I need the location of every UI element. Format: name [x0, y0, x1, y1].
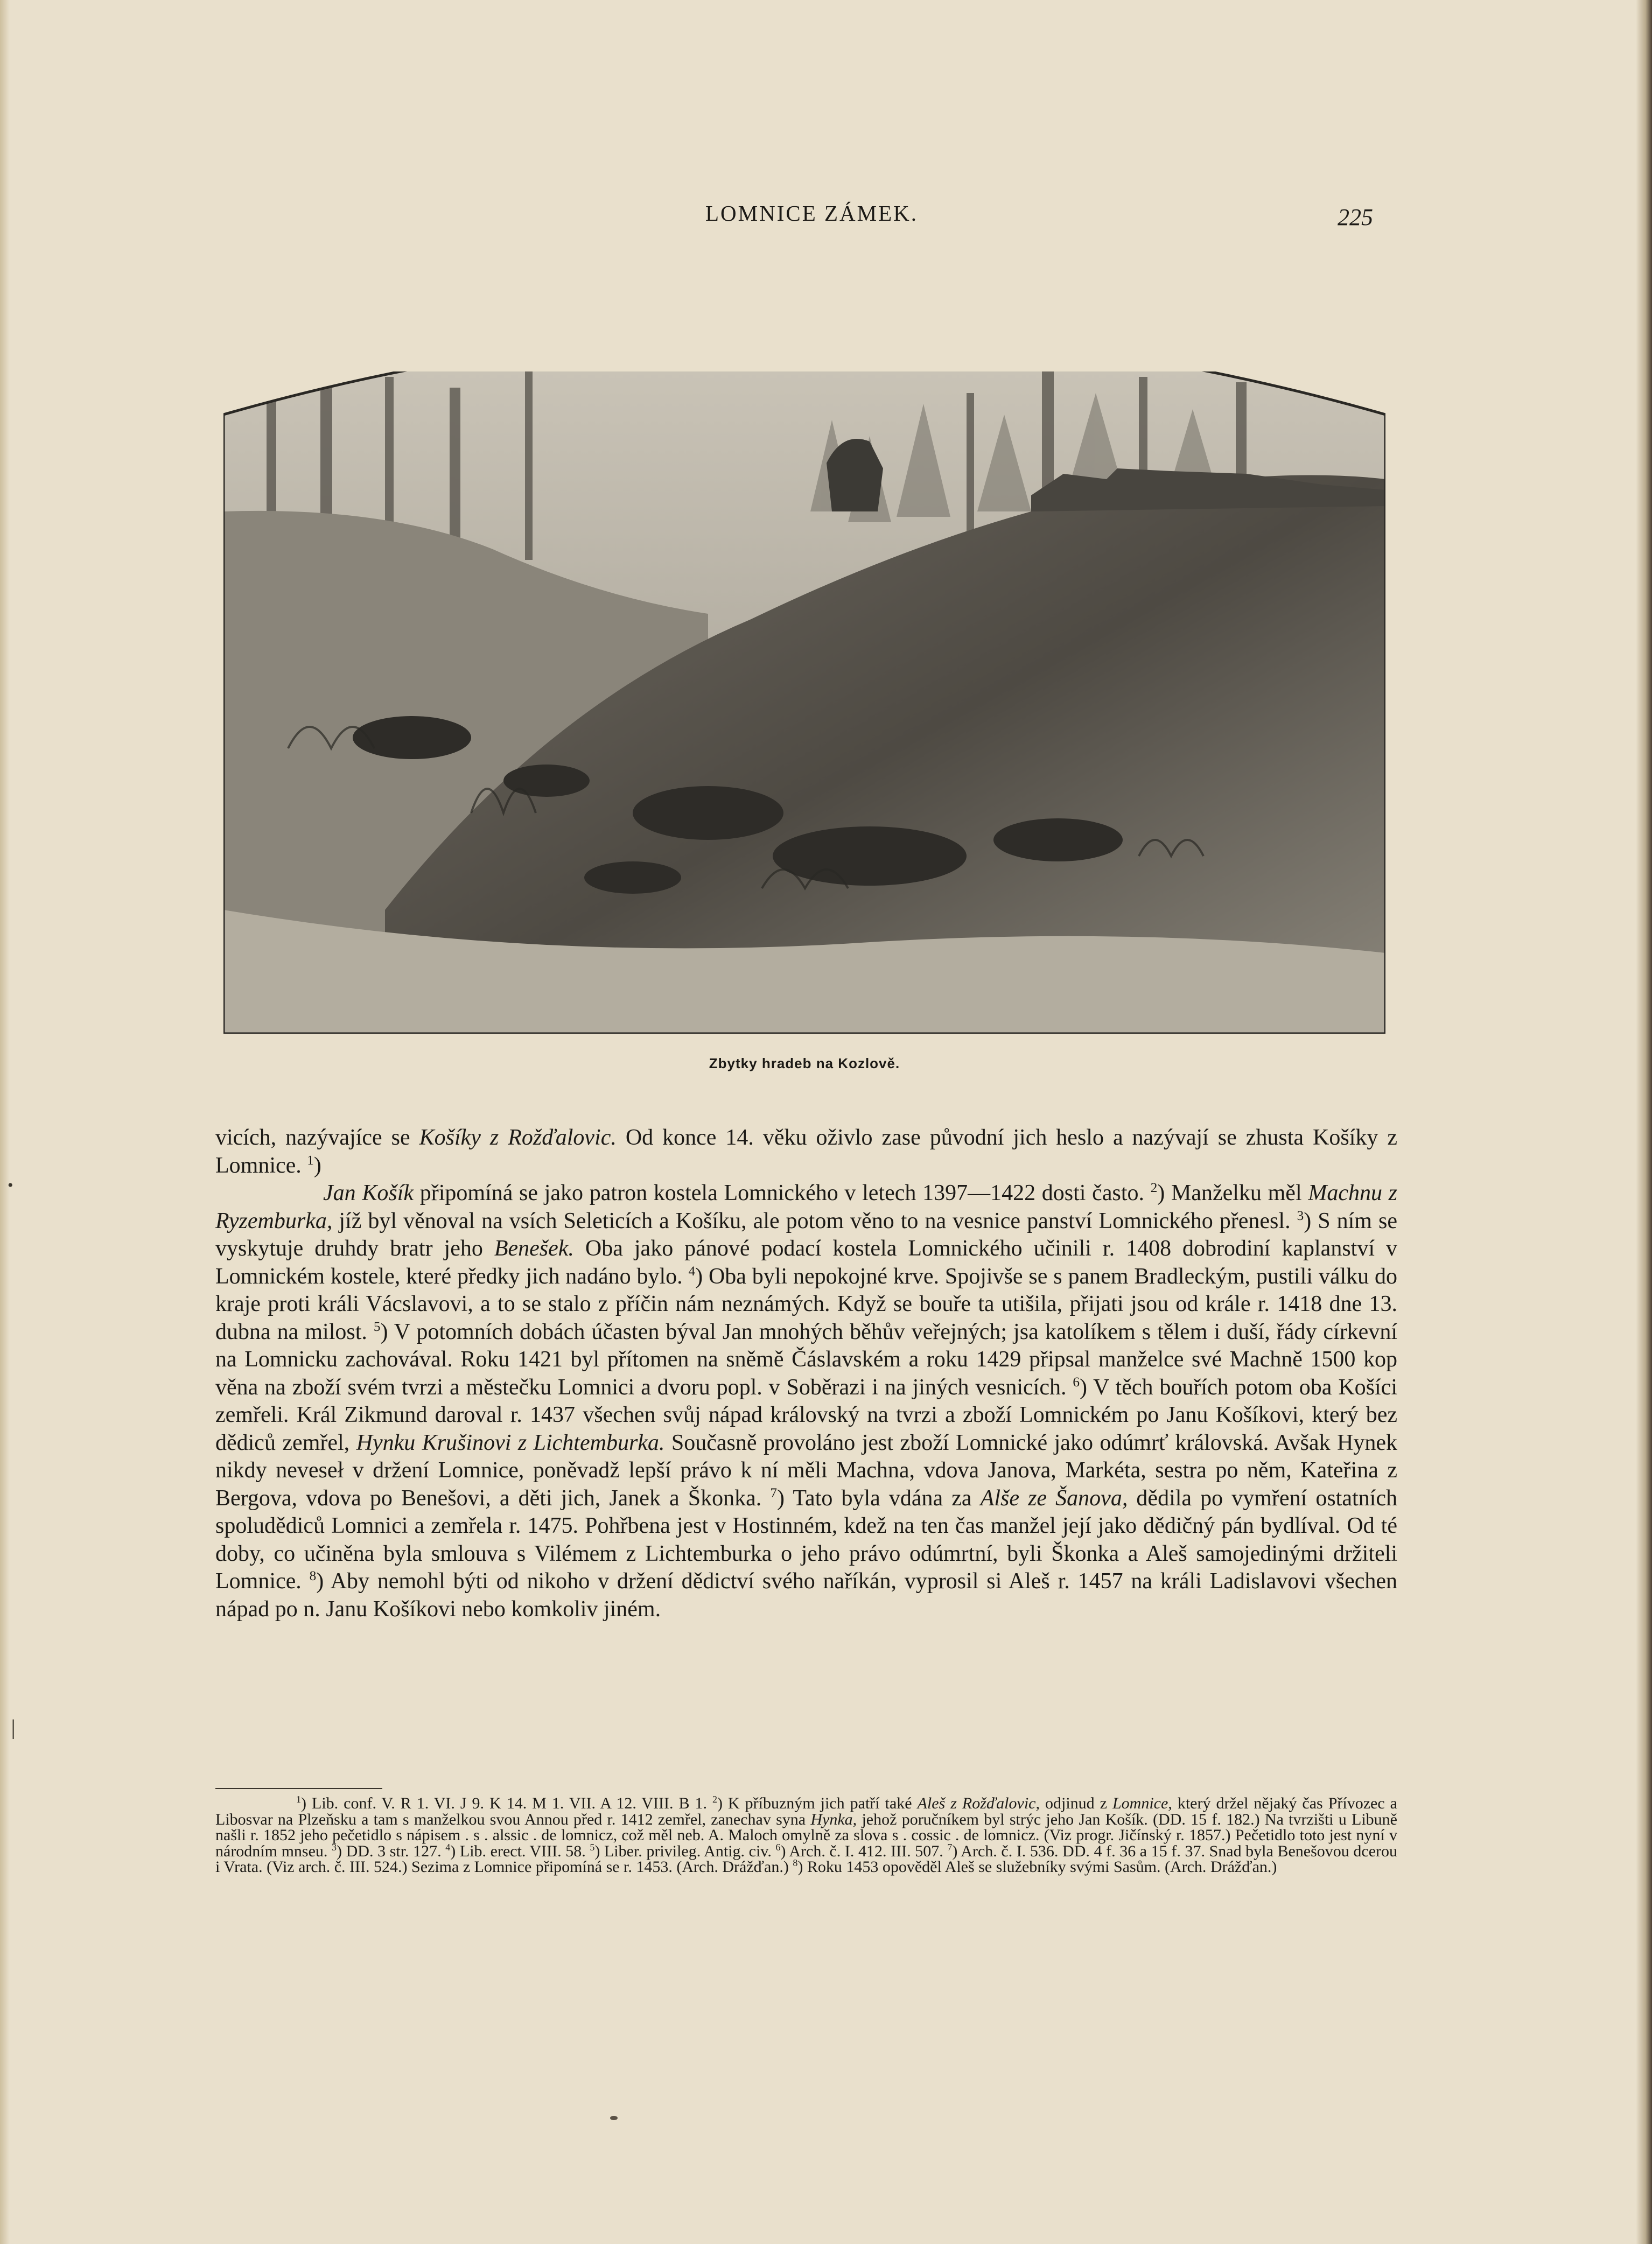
footnote-ref: 4: [688, 1264, 696, 1279]
italic-run: Alše ze Šanova,: [980, 1485, 1128, 1511]
illustration-castle-ruins: [223, 371, 1385, 1034]
footnote-ref: 3: [332, 1841, 337, 1853]
footnote-ref: 2: [712, 1794, 717, 1805]
italic-run: Hynka,: [810, 1810, 857, 1828]
italic-run: Hynku Krušinovi z Lichtemburka.: [356, 1430, 665, 1455]
footnote-ref: 1: [296, 1794, 301, 1805]
italic-run: Aleš z Rožďalovic,: [917, 1794, 1040, 1812]
footnote-text: $^1$) Lib. conf. V. R 1. VI. J 9. K 14. M 1. VII. A 12. VIII. B 1. $^2$) K příbuzným jich patří také Aleš z Rožďalovic, odjinud z Lomnice, který držel nějaký čas Přívozec a Libosvar na Plzeňsku a tam s manželkou svou Annou před r. 1412 zemřel, zanechav syna Hynka, jehož poručníkem byl strýc jeho Jan Košík. (DD. 15 f. 182.) Na tvrzišti u Libuně našli r. 1852 jeho pečetidlo s nápisem . s . alssic . de lomnicz, což měl neb. A. Maloch omylně za slova s . cossic . de lomnicz. (Viz progr. Jičínský r. 1857.) Pečetidlo toto jest nyní v národním mnseu. $^3$) DD. 3 str. 127. $^4$) Lib. erect. VIII. 58. $^5$) Liber. privileg. Antig. civ. $^6$) Arch. č. I. 412. III. 507. $^7$) Arch. č. I. 536. DD. 4 f. 36 a 15 f. 37. Snad byla Benešovou dcerou i Vrata. (Viz arch. č. III. 524.) Sezima z Lomnice připomíná se r. 1453. (Arch. Drážďan.) $^8$) Roku 1453 opověděl Aleš se služebníky svými Sasům. (Arch. Drážďan.): [215, 1794, 1397, 1876]
running-head: LOMNICE ZÁMEK.: [705, 201, 919, 226]
footnote-ref: 8: [309, 1569, 317, 1583]
page-left-edge: [0, 0, 10, 2244]
italic-run: Lomnice,: [1112, 1794, 1172, 1812]
page-number: 225: [1338, 204, 1373, 230]
footnote-ref: 3: [1297, 1208, 1304, 1223]
figure-caption: Zbytky hradeb na Kozlově.: [709, 1055, 900, 1071]
footnote-ref: 5: [373, 1319, 381, 1334]
italic-run: Benešek.: [494, 1236, 574, 1261]
body-text: [215, 1124, 1397, 1623]
footnote-ref: 8: [793, 1857, 798, 1868]
page-right-edge: [1636, 0, 1652, 2244]
italic-run: Jan Košík: [323, 1181, 414, 1205]
italic-run: Košíky z Rožďalovic.: [419, 1125, 617, 1150]
italic-run: Machnu z Ryzemburka,: [215, 1181, 1398, 1233]
footnote-ref: 7: [770, 1485, 777, 1500]
footnote-ref: 1: [307, 1153, 314, 1168]
footnote-rule: [215, 1788, 382, 1789]
footnotes: [215, 1796, 1397, 1875]
paragraph: vicích, nazývajíce se Košíky z Rožďalovic. Od konce 14. věku oživlo zase původní jich heslo a nazývají se zhusta Košíky z Lomnice. $^1$): [215, 1125, 1397, 1178]
footnote-ref: 5: [590, 1841, 595, 1853]
footnote-ref: 2: [1150, 1181, 1158, 1195]
paragraph: Jan Košík připomíná se jako patron kostela Lomnického v letech 1397—1422 dosti často. $^2$) Manželku měl Machnu z Ryzemburka, jíž byl věnoval na vsích Seleticích a Košíku, ale potom věno to na vesnice panství Lomnického přenesl. $^3$) S ním se vyskytuje druhdy bratr jeho Benešek. Oba jako pánové podací kostela Lomnického učinili r. 1408 dobrodiní kaplanství v Lomnickém kostele, které předky jich nadáno bylo. $^4$) Oba byli nepokojné krve. Spojivše se s panem Bradleckým, pustili válku do kraje proti králi Vácslavovi, a to se stalo z příčin nám neznámých. Když se bouře ta utišila, přijati jsou od krále r. 1418 dne 13. dubna na milost. $^5$) V potomních dobách účasten býval Jan mnohých běhův veřejných; jsa katolíkem s tělem i duší, řády církevní na Lomnicku zachovával. Roku 1421 byl přítomen na sněmě Čáslavském a roku 1429 připsal manželce své Machně 1500 kop věna na zboží svém tvrzi a městečku Lomnici a dvoru popl. v Soběrazi i na jiných vesnicích. $^6$) V těch bouřích potom oba Košíci zemřeli. Král Zikmund daroval r. 1437 všechen svůj nápad královský na tvrzi a zboží Lomnickém po Janu Košíkovi, který bez dědiců zemřel, Hynku Krušinovi z Lichtemburka. Současně provoláno jest zboží Lomnické jako odúmrť královská. Avšak Hynek nikdy neveseł v držení Lomnice, poněvadž lepší právo k ní měli Machna, vdova Janova, Markéta, sestra po něm, Kateřina z Bergova, vdova po Benešovi, a děti jich, Janek a Škonka. $^7$) Tato byla vdána za Alše ze Šanova, dědila po vymření ostatních spoludědiců Lomnici a zemřela r. 1475. Pohřbena jest v Hostinném, kdež na ten čas manžel její jako dědičný pán bydlíval. Od té doby, co učiněna byla smlouva s Vilémem z Lichtemburka o jeho právo odúmrtní, byli Škonka a Aleš samojedinými držiteli Lomnice. $^8$) Aby nemohl býti od nikoho v držení dědictví svého naříkán, vyprosil si Aleš r. 1457 na králi Ladislavovi všechen nápad po n. Janu Košíkovi nebo komkoliv jiném.: [215, 1181, 1398, 1622]
page-speck: [610, 2116, 618, 2120]
footnote-ref: 4: [445, 1841, 451, 1853]
footnote-ref: 6: [775, 1841, 781, 1853]
footnote-ref: 7: [947, 1841, 953, 1853]
footnote-ref: 6: [1073, 1375, 1080, 1390]
margin-mark: │: [8, 1720, 19, 1738]
margin-mark: •: [8, 1176, 13, 1194]
